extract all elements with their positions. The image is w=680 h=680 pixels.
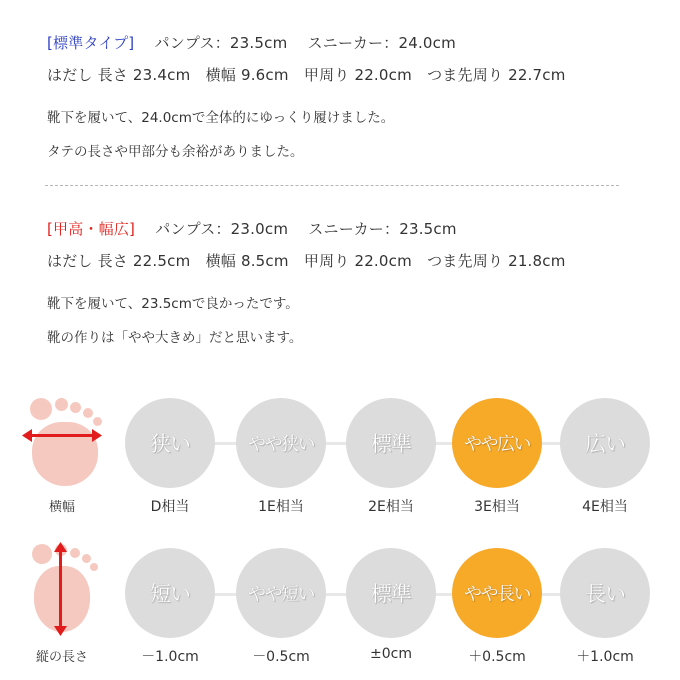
length-label: 縦の長さ (35, 650, 88, 665)
length-option-short-label: 短い (150, 582, 190, 606)
length-caption-3: ＋0.5cm (468, 649, 526, 665)
width-caption-3: 3E相当 (474, 499, 520, 515)
arrow-heads-length (53, 542, 68, 636)
width-option-slightly-narrow[interactable] (236, 398, 326, 488)
length-option-slightly-long[interactable] (452, 548, 542, 638)
length-option-short[interactable] (125, 548, 215, 638)
width-option-narrow-label: 狭い (150, 432, 190, 456)
width-option-slightly-wide-label: やや広い (464, 434, 530, 455)
width-option-slightly-narrow-label: やや狭い (248, 434, 314, 455)
foot-width-icon (22, 396, 104, 488)
length-caption-4: ＋1.0cm (576, 649, 634, 665)
length-caption-0: －1.0cm (141, 649, 199, 665)
width-option-standard-label: 標準 (371, 432, 411, 456)
width-option-standard[interactable] (346, 398, 436, 488)
width-label: 横幅 (48, 500, 75, 515)
review-wide-line1 (47, 218, 457, 239)
foot-length-icon (28, 542, 98, 634)
length-caption-1: －0.5cm (252, 649, 310, 665)
width-caption-4: 4E相当 (582, 499, 628, 515)
length-option-long-label: 長い (585, 582, 625, 606)
width-caption-2: 2E相当 (368, 499, 414, 515)
review-standard-line1 (47, 32, 456, 53)
dashed-divider (45, 185, 619, 186)
tag-standard: [標準タイプ] (47, 34, 135, 52)
length-option-long[interactable] (560, 548, 650, 638)
width-option-wide-label: 広い (585, 432, 625, 456)
length-option-standard-label: 標準 (371, 582, 411, 606)
sizes-standard: パンプス：23.5cm スニーカー：24.0cm (154, 34, 456, 52)
measurements-wide: はだし 長さ 22.5cm 横幅 8.5cm 甲周り 22.0cm つま先周り 21.8cm (47, 252, 566, 270)
width-option-narrow[interactable] (125, 398, 215, 488)
length-caption-2: ±0cm (370, 646, 412, 662)
comment-wide-1: 靴下を履いて、23.5cmで良かったです。 (47, 296, 299, 312)
tag-wide: [甲高・幅広] (47, 220, 136, 238)
width-option-slightly-wide[interactable] (452, 398, 542, 488)
width-option-wide[interactable] (560, 398, 650, 488)
comment-standard-1: 靴下を履いて、24.0cmで全体的にゆっくり履けました。 (47, 110, 395, 126)
length-option-standard[interactable] (346, 548, 436, 638)
sizes-wide: パンプス：23.0cm スニーカー：23.5cm (155, 220, 457, 238)
width-caption-0: D相当 (150, 499, 190, 515)
length-option-slightly-long-label: やや長い (464, 584, 530, 605)
width-caption-1: 1E相当 (258, 499, 304, 515)
comment-wide-2: 靴の作りは「やや大きめ」だと思います。 (47, 330, 303, 346)
length-option-slightly-short-label: やや短い (248, 584, 314, 605)
arrow-heads-width (22, 428, 102, 443)
measurements-standard: はだし 長さ 23.4cm 横幅 9.6cm 甲周り 22.0cm つま先周り 22.7cm (47, 66, 566, 84)
length-option-slightly-short[interactable] (236, 548, 326, 638)
comment-standard-2: タテの長さや甲部分も余裕がありました。 (47, 144, 304, 160)
